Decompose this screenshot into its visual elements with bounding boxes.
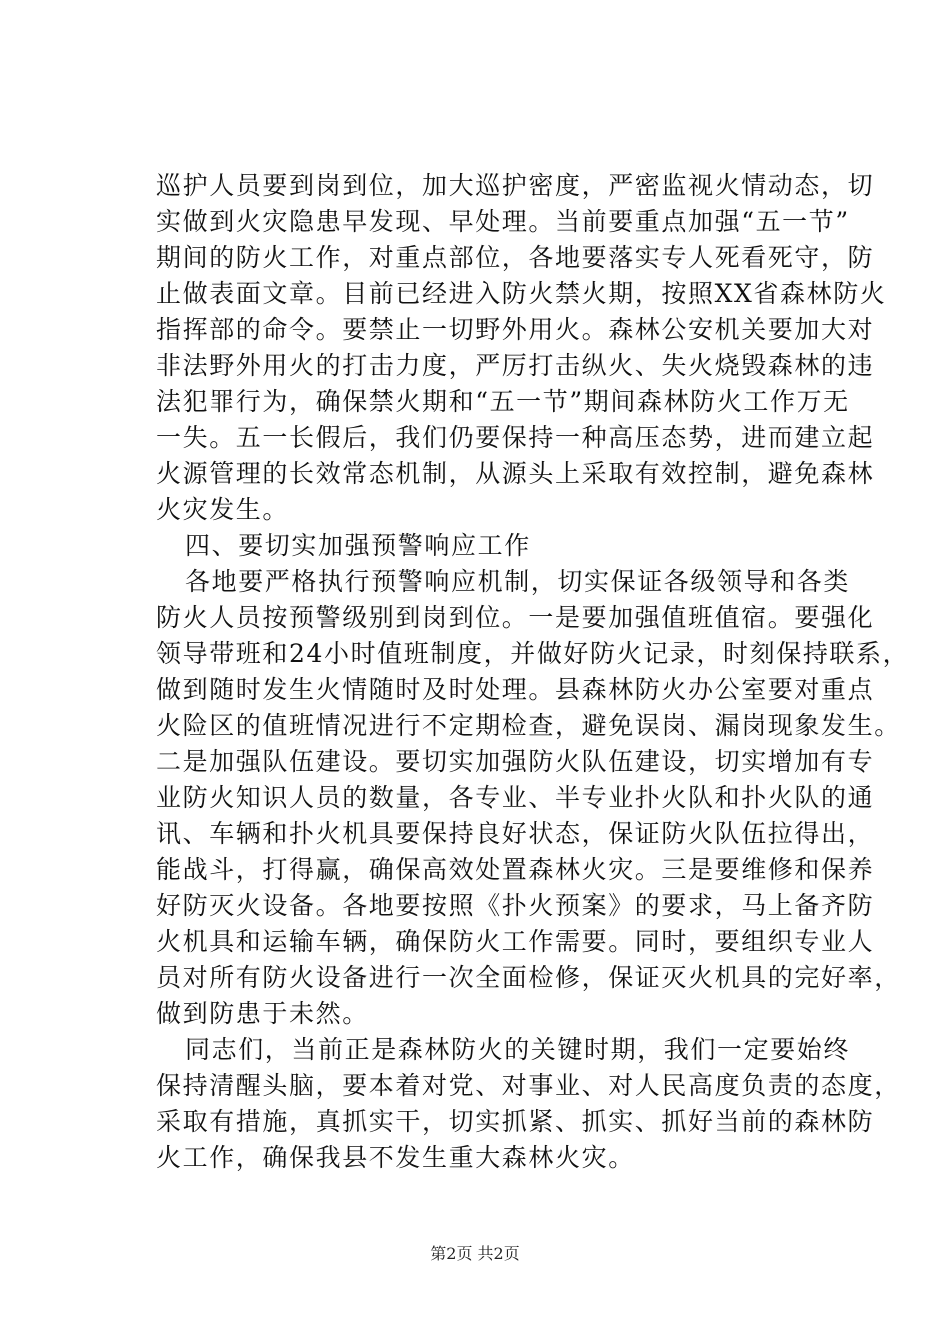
page-number: 第2页 共2页	[430, 1244, 520, 1263]
text-line: 火险区的值班情况进行不定期检查，避免误岗、漏岗现象发生。	[156, 711, 901, 740]
text-line: 同志们，当前正是森林防火的关键时期，我们一定要始终	[185, 1035, 851, 1064]
document-body	[156, 168, 910, 1176]
text-line: 一失。五一长假后，我们仍要保持一种高压态势，进而建立起	[156, 423, 875, 452]
text-line: 各地要严格执行预警响应机制，切实保证各级领导和各类	[185, 567, 851, 596]
text-line: 防火人员按预警级别到岗到位。一是要加强值班值宿。要强化	[156, 603, 875, 632]
text-line: 火工作，确保我县不发生重大森林火灾。	[156, 1143, 635, 1172]
text-line: 法犯罪行为，确保禁火期和“五一节”期间森林防火工作万无	[156, 387, 850, 416]
text-line: 领导带班和24小时值班制度，并做好防火记录，时刻保持联系，	[156, 639, 910, 668]
text-line: 二是加强队伍建设。要切实加强防火队伍建设，切实增加有专	[156, 747, 875, 776]
text-line: 业防火知识人员的数量，各专业、半专业扑火队和扑火队的通	[156, 783, 875, 812]
text-line: 期间的防火工作，对重点部位，各地要落实专人死看死守，防	[156, 243, 875, 272]
text-line: 做到防患于未然。	[156, 999, 369, 1028]
text-line: 讯、车辆和扑火机具要保持良好状态，保证防火队伍拉得出，	[156, 819, 875, 848]
text-line: 巡护人员要到岗到位，加大巡护密度，严密监视火情动态，切	[156, 171, 875, 200]
text-line: 火源管理的长效常态机制，从源头上采取有效控制，避免森林	[156, 459, 875, 488]
text-line: 非法野外用火的打击力度，严厉打击纵火、失火烧毁森林的违	[156, 351, 875, 380]
text-line: 好防灭火设备。各地要按照《扑火预案》的要求，马上备齐防	[156, 891, 875, 920]
text-line: 实做到火灾隐患早发现、早处理。当前要重点加强“五一节”	[156, 207, 850, 236]
text-line: 指挥部的命令。要禁止一切野外用火。森林公安机关要加大对	[156, 315, 875, 344]
text-line: 火灾发生。	[156, 495, 290, 524]
text-line: 能战斗，打得赢，确保高效处置森林火灾。三是要维修和保养	[156, 855, 875, 884]
text-line: 保持清醒头脑，要本着对党、对事业、对人民高度负责的态度，	[156, 1071, 901, 1100]
section-heading: 四、要切实加强预警响应工作	[185, 531, 531, 560]
text-line: 做到随时发生火情随时及时处理。县森林防火办公室要对重点	[156, 675, 875, 704]
text-line: 火机具和运输车辆，确保防火工作需要。同时，要组织专业人	[156, 927, 875, 956]
text-line: 员对所有防火设备进行一次全面检修，保证灭火机具的完好率，	[156, 963, 901, 992]
text-line: 采取有措施，真抓实干，切实抓紧、抓实、抓好当前的森林防	[156, 1107, 875, 1136]
text-line: 止做表面文章。目前已经进入防火禁火期，按照XX省森林防火	[156, 279, 887, 308]
